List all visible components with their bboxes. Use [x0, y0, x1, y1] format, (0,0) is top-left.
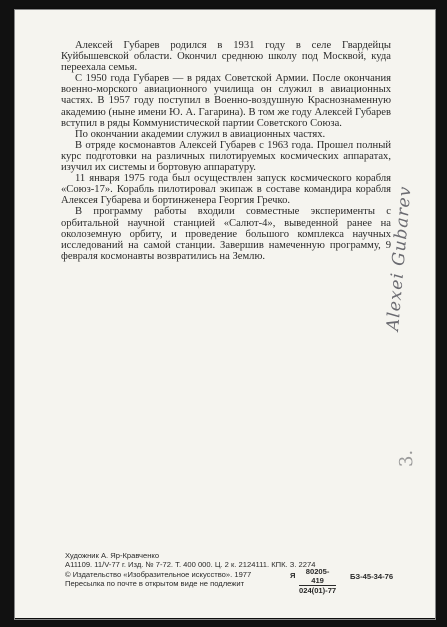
price-code-numerator: 80205-419 [299, 567, 336, 586]
imprint-postal-note: Пересылка по почте в открытом виде не подлежит [65, 579, 245, 589]
imprint-print-data: А11109. 11/V-77 г. Изд. № 7-72. Т. 400 000. Ц. 2 к. 2124111. КПК. З. 2274 [65, 560, 316, 570]
paragraph-cosmonaut-corps: В отряде космонавтов Алексей Губарев с 1963 года. Прошел полный курс подготовки на различных пилотируемых космических аппаратах, изучил их системы и бортовую аппаратуру. [61, 139, 391, 174]
pencil-mark: 3. [395, 449, 418, 468]
paragraph-academy: По окончании академии служил в авиационных частях. [75, 128, 326, 140]
paragraph-birth: Алексей Губарев родился в 1931 году в селе Гвардейцы Куйбышевской области. Окончил среднюю школу под Москвой, куда переехала семья. [61, 40, 391, 74]
imprint-artist: Художник А. Яр-Кравченко [65, 551, 160, 560]
paragraph-soyuz-17: 11 января 1975 года был осуществлен запуск космического корабля «Союз-17». Корабль пилотировал экипаж в составе командира корабля Алексея Губарева и бортинженера Георгия Гречко. [61, 173, 391, 207]
imprint-copyright: © Издательство «Изобразительное искусство». 1977 [65, 569, 252, 579]
catalog-code: БЗ-45-34-76 [350, 572, 394, 581]
paragraph-army: С 1950 года Губарев — в рядах Советской Армии. После окончания военно-морского авиационного училища он служил в авиационных частях. В 1957 году поступил в Военно-воздушную Краснознаменную академию (ныне имени Ю. А. Гагарина). В том же году Алексей Губарев вступил в ряды Коммунистической партии Советского Союза. [61, 73, 391, 129]
biography-text [61, 40, 391, 262]
price-code-prefix: Я [290, 571, 296, 580]
paragraph-salyut-4: В программу работы входили совместные эксперименты с орбитальной научной станцией «Салют-4», выведенной ранее на околоземную орбиту, и проведение большого комплекса научных исследований на самой станции. Завершив намеченную программу, 9 февраля космонавты возвратились на Землю. [61, 206, 391, 262]
price-code-fraction [299, 567, 336, 595]
price-code-denominator: 024(01)-77 [299, 586, 337, 595]
publisher-imprint [65, 551, 395, 589]
handwritten-signature: Alexei Gubarev [383, 184, 416, 332]
